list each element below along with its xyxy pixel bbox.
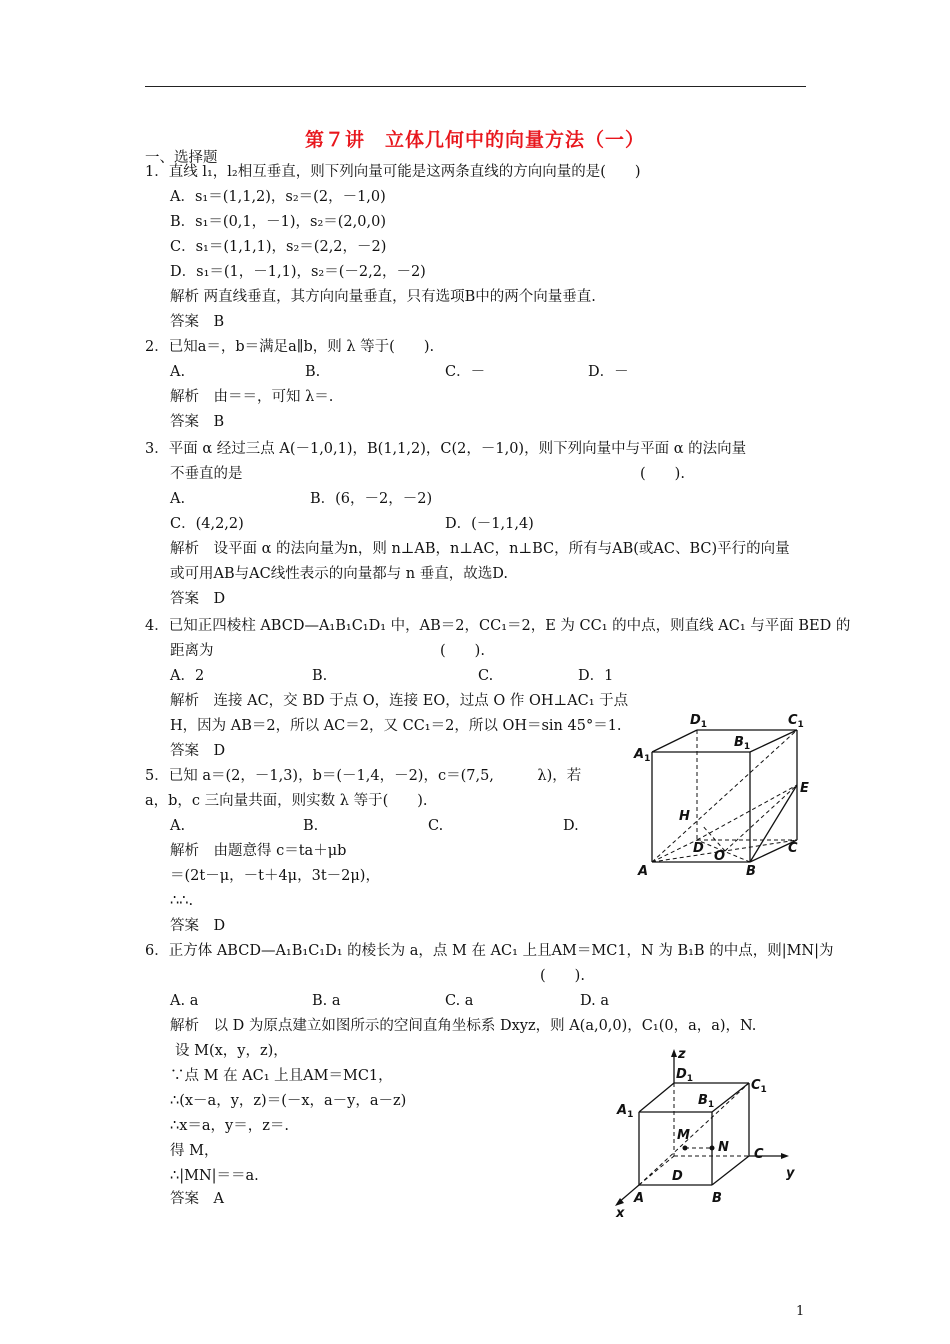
text-line: B. bbox=[312, 668, 328, 684]
text-line: C. bbox=[428, 818, 444, 834]
text-line: A. bbox=[170, 491, 186, 507]
text-line: 答案 B bbox=[170, 314, 225, 330]
text-line: 解析 设平面 α 的法向量为n，则 n⊥AB，n⊥AC，n⊥BC，所有与AB(或AC、BC)平行的向量 bbox=[170, 541, 790, 557]
text-line: A. bbox=[170, 818, 186, 834]
label-A1: $A_1$ bbox=[617, 1103, 634, 1120]
cube-coordinate-figure bbox=[612, 1045, 802, 1220]
text-line: 答案 B bbox=[170, 414, 225, 430]
text-line: ( ). bbox=[540, 968, 585, 984]
label-D1: $D_1$ bbox=[676, 1067, 694, 1084]
text-line: ＝(2t－μ，－t＋4μ，3t－2μ)， bbox=[170, 868, 380, 884]
text-line: 4．已知正四棱柱 ABCD—A₁B₁C₁D₁ 中，AB＝2，CC₁＝2，E 为 CC₁ 的中点，则直线 AC₁ 与平面 BED 的 bbox=[145, 618, 851, 634]
text-line: 解析 两直线垂直，其方向向量垂直，只有选项B中的两个向量垂直. bbox=[170, 289, 596, 305]
text-line: B．s₁＝(0,1，－1)，s₂＝(2,0,0) bbox=[170, 214, 386, 230]
text-line: B. a bbox=[312, 993, 341, 1009]
label-M: M bbox=[677, 1128, 690, 1143]
text-line: 解析 连接 AC，交 BD 于点 O，连接 EO，过点 O 作 OH⊥AC₁ 于点 bbox=[170, 693, 629, 709]
text-line: 解析 以 D 为原点建立如图所示的空间直角坐标系 Dxyz，则 A(a,0,0)，C₁(0，a，a)，N. bbox=[170, 1018, 757, 1034]
label-A1: $A_1$ bbox=[634, 747, 651, 764]
text-line: B．(6，－2，－2) bbox=[310, 491, 433, 507]
text-line: ( ). bbox=[440, 643, 485, 659]
text-line: 答案 D bbox=[170, 591, 226, 607]
label-C1: $C_1$ bbox=[751, 1078, 767, 1095]
label-B1: $B_1$ bbox=[698, 1093, 715, 1110]
text-line: D．－ bbox=[588, 364, 629, 380]
label-N: N bbox=[718, 1140, 729, 1155]
text-line: ∵点 M 在 AC₁ 上且AM＝MC1， bbox=[170, 1068, 393, 1084]
text-line: C．s₁＝(1,1,1)，s₂＝(2,2，－2) bbox=[170, 239, 387, 255]
text-line: 得 M， bbox=[170, 1143, 219, 1159]
text-line: 答案 D bbox=[170, 918, 226, 934]
axis-y-label: y bbox=[786, 1166, 795, 1181]
text-line: 或可用AB与AC线性表示的向量都与 n 垂直，故选D. bbox=[170, 566, 508, 582]
label-H: H bbox=[679, 809, 690, 824]
text-line: 5．已知 a＝(2，－1,3)，b＝(－1,4，－2)，c＝(7,5, λ)，若 bbox=[145, 768, 582, 784]
text-line: A．s₁＝(1,1,2)，s₂＝(2，－1,0) bbox=[170, 189, 386, 205]
text-line: D．1 bbox=[578, 668, 614, 684]
text-line: ∴(x－a，y，z)＝(－x，a－y，a－z) bbox=[170, 1093, 407, 1109]
text-line: C. bbox=[478, 668, 494, 684]
text-line: 2．已知a＝，b＝满足a∥b，则 λ 等于( ). bbox=[145, 339, 435, 355]
text-line: ∴∴. bbox=[170, 893, 194, 909]
axis-x-label: x bbox=[616, 1206, 625, 1220]
text-line: 1．直线 l₁，l₂相互垂直，则下列向量可能是这两条直线的方向向量的是( ) bbox=[145, 164, 641, 180]
page-number: 1 bbox=[796, 1304, 805, 1319]
text-line: C. a bbox=[445, 993, 474, 1009]
text-line: 距离为 bbox=[170, 643, 214, 659]
text-line: 解析 由＝＝，可知 λ＝. bbox=[170, 389, 334, 405]
text-line: C．(4,2,2) bbox=[170, 516, 244, 532]
section-heading: 一、选择题 bbox=[145, 150, 218, 166]
text-line: C．－ bbox=[445, 364, 486, 380]
text-line: 设 M(x，y，z)， bbox=[175, 1043, 288, 1059]
label-B1: $B_1$ bbox=[734, 735, 751, 752]
text-line: 3．平面 α 经过三点 A(－1,0,1)，B(1,1,2)，C(2，－1,0)，则下列向量中与平面 α 的法向量 bbox=[145, 441, 747, 457]
label-B: B bbox=[746, 864, 756, 879]
text-line: ∴x＝a，y＝，z＝. bbox=[170, 1118, 289, 1134]
text-line: D. bbox=[563, 818, 579, 834]
label-D1: $D_1$ bbox=[690, 713, 708, 730]
text-line: a，b，c 三向量共面，则实数 λ 等于( ). bbox=[145, 793, 428, 809]
text-line: B. bbox=[305, 364, 321, 380]
label-C: C bbox=[754, 1147, 764, 1162]
label-A: A bbox=[638, 864, 649, 879]
text-line: 答案 D bbox=[170, 743, 226, 759]
label-B: B bbox=[712, 1191, 722, 1206]
text-line: A. bbox=[170, 364, 186, 380]
text-line: A．2 bbox=[170, 668, 205, 684]
label-A: A bbox=[634, 1191, 645, 1206]
label-O: O bbox=[714, 849, 726, 864]
text-line: 解析 由题意得 c＝ta＋μb bbox=[170, 843, 347, 859]
text-line: A. a bbox=[170, 993, 199, 1009]
text-line: D. a bbox=[580, 993, 609, 1009]
header-rule bbox=[145, 86, 806, 87]
text-line: ∴|MN|＝＝a. bbox=[170, 1168, 259, 1184]
text-line: D．(－1,1,4) bbox=[445, 516, 534, 532]
label-E: E bbox=[800, 781, 809, 796]
text-line: 答案 A bbox=[170, 1191, 224, 1207]
label-C1: $C_1$ bbox=[788, 713, 804, 730]
text-line: 不垂直的是 bbox=[170, 466, 243, 482]
text-line: H，因为 AB＝2，所以 AC＝2，又 CC₁＝2，所以 OH＝sin 45°＝1. bbox=[170, 718, 622, 734]
axis-z-label: z bbox=[678, 1047, 686, 1062]
text-line: ( ). bbox=[640, 466, 685, 482]
label-D: D bbox=[693, 841, 704, 856]
text-line: B. bbox=[303, 818, 319, 834]
text-line: 6．正方体 ABCD—A₁B₁C₁D₁ 的棱长为 a，点 M 在 AC₁ 上且AM＝MC1，N 为 B₁B 的中点，则|MN|为 bbox=[145, 943, 834, 959]
text-line: D．s₁＝(1，－1,1)，s₂＝(－2,2，－2) bbox=[170, 264, 426, 280]
label-C: C bbox=[788, 841, 798, 856]
prism-figure bbox=[630, 712, 815, 882]
page-title: 第７讲 立体几何中的向量方法（一） bbox=[304, 129, 645, 151]
label-D: D bbox=[672, 1169, 683, 1184]
